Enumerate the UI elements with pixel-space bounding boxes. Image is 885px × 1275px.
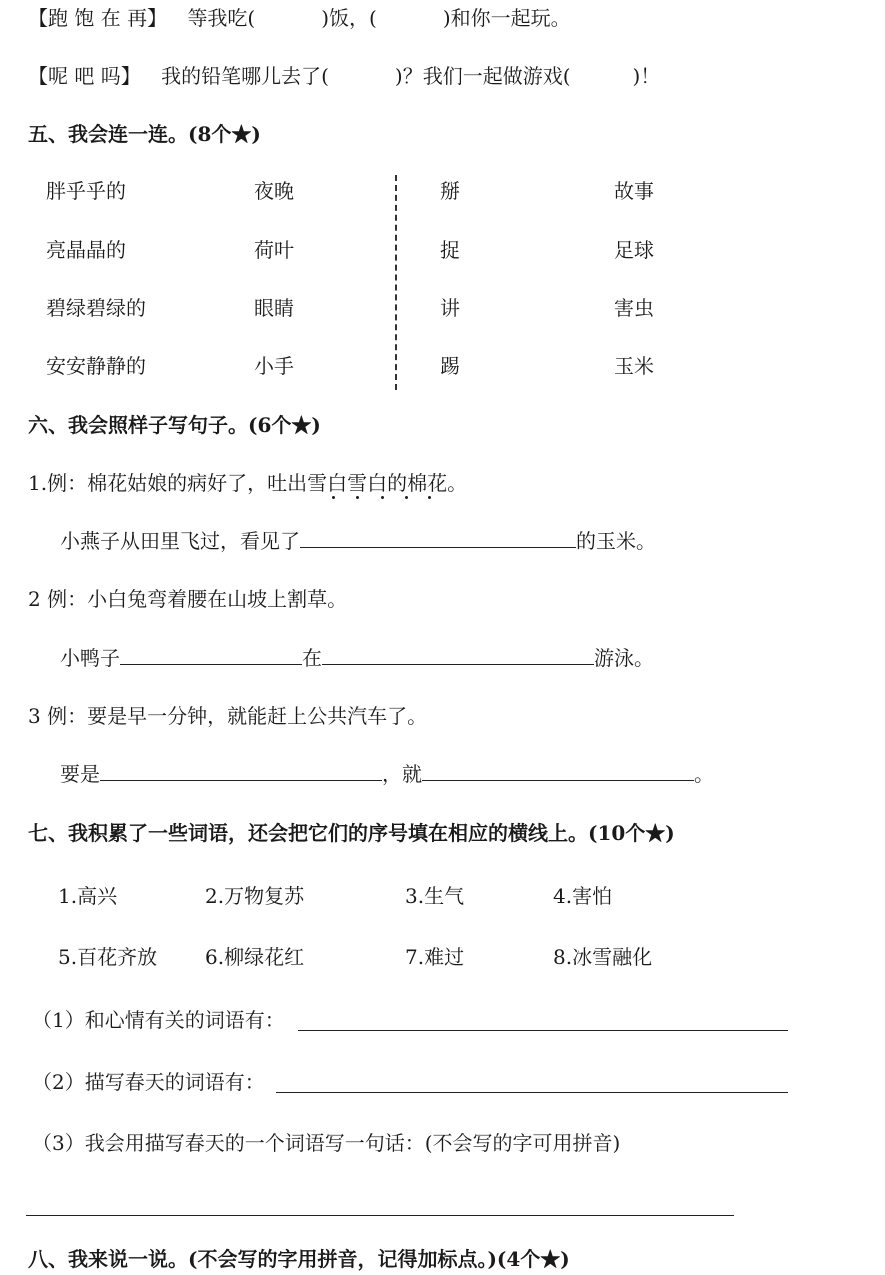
answer-line-7-2[interactable]	[276, 1092, 788, 1093]
word-option: 4.害怕	[553, 884, 613, 908]
section8-title: 八、我来说一说。(不会写的字用拼音，记得加标点。)(4个★)	[28, 1247, 570, 1271]
answer-blank[interactable]	[322, 663, 594, 665]
example-sentence-2: 2 例：小白兔弯着腰在山坡上割草。	[28, 587, 348, 611]
word-option: 5.百花齐放	[58, 945, 158, 969]
match-left-b-3: 眼睛	[254, 296, 294, 320]
answer-line-7-3[interactable]	[26, 1215, 734, 1216]
question-text: 小燕子从田里飞过，看见了	[60, 529, 300, 553]
question-7-3: （3）我会用描写春天的一个词语写一句话：(不会写的字可用拼音)	[32, 1131, 621, 1155]
sentence-part: 等我吃(	[187, 6, 256, 30]
word-option: 6.柳绿花红	[205, 945, 305, 969]
match-right-b-4: 玉米	[614, 354, 654, 378]
match-right-a-4: 踢	[440, 354, 460, 378]
word-bracket: 【跑 饱 在 再】	[28, 6, 168, 30]
match-left-b-2: 荷叶	[254, 238, 294, 262]
match-left-a-1: 胖乎乎的	[46, 179, 126, 203]
word-bracket: 【呢 吧 吗】	[28, 64, 141, 88]
question-text: 的玉米。	[576, 529, 656, 553]
sentence-part: 我的铅笔哪儿去了(	[161, 64, 329, 88]
match-left-a-4: 安安静静的	[46, 354, 146, 378]
question-text: 要是	[60, 762, 100, 786]
question-text: 小鸭子	[60, 646, 120, 670]
answer-blank[interactable]	[100, 779, 382, 781]
fill-line-2	[28, 66, 660, 86]
word-option: 7.难过	[405, 945, 465, 969]
question-7-2: （2）描写春天的词语有：	[32, 1070, 265, 1094]
match-left-a-2: 亮晶晶的	[46, 238, 126, 262]
answer-line-7-1[interactable]	[298, 1030, 788, 1031]
match-left-b-4: 小手	[254, 354, 294, 378]
section7-title: 七、我积累了一些词语，还会把它们的序号填在相应的横线上。(10个★)	[28, 821, 675, 845]
question-text: ，就	[382, 762, 422, 786]
word-option: 3.生气	[405, 884, 465, 908]
answer-blank[interactable]	[422, 779, 694, 781]
match-right-a-1: 掰	[440, 179, 460, 203]
match-right-a-3: 讲	[440, 296, 460, 320]
match-left-b-1: 夜晚	[254, 179, 294, 203]
fill-line-1	[28, 8, 571, 28]
section6-title: 六、我会照样子写句子。(6个★)	[28, 413, 321, 437]
match-right-b-2: 足球	[614, 238, 654, 262]
match-left-a-3: 碧绿碧绿的	[46, 296, 146, 320]
word-option: 2.万物复苏	[205, 884, 305, 908]
section5-title: 五、我会连一连。(8个★)	[28, 122, 261, 146]
example-sentence-1: 1.例：棉花姑娘的病好了，吐出雪白雪白的棉花。	[28, 471, 468, 495]
question-text: 游泳。	[594, 646, 654, 670]
sentence-part: )？我们一起做游戏(	[394, 64, 571, 88]
question-2	[60, 648, 654, 668]
question-text: 。	[694, 762, 714, 786]
example-sentence-3: 3 例：要是早一分钟，就能赶上公共汽车了。	[28, 704, 428, 728]
dashed-divider	[395, 175, 397, 390]
word-option: 1.高兴	[58, 884, 118, 908]
match-right-b-3: 害虫	[614, 296, 654, 320]
answer-blank[interactable]	[300, 546, 576, 548]
answer-blank[interactable]	[120, 663, 302, 665]
question-3	[60, 764, 714, 784]
sentence-part: )饭，(	[321, 6, 377, 30]
question-7-1: （1）和心情有关的词语有：	[32, 1008, 285, 1032]
match-right-b-1: 故事	[614, 179, 654, 203]
question-1	[60, 531, 656, 551]
word-option: 8.冰雪融化	[553, 945, 653, 969]
question-text: 在	[302, 646, 322, 670]
sentence-part: )和你一起玩。	[442, 6, 571, 30]
sentence-part: )！	[632, 64, 661, 88]
match-right-a-2: 捉	[440, 238, 460, 262]
